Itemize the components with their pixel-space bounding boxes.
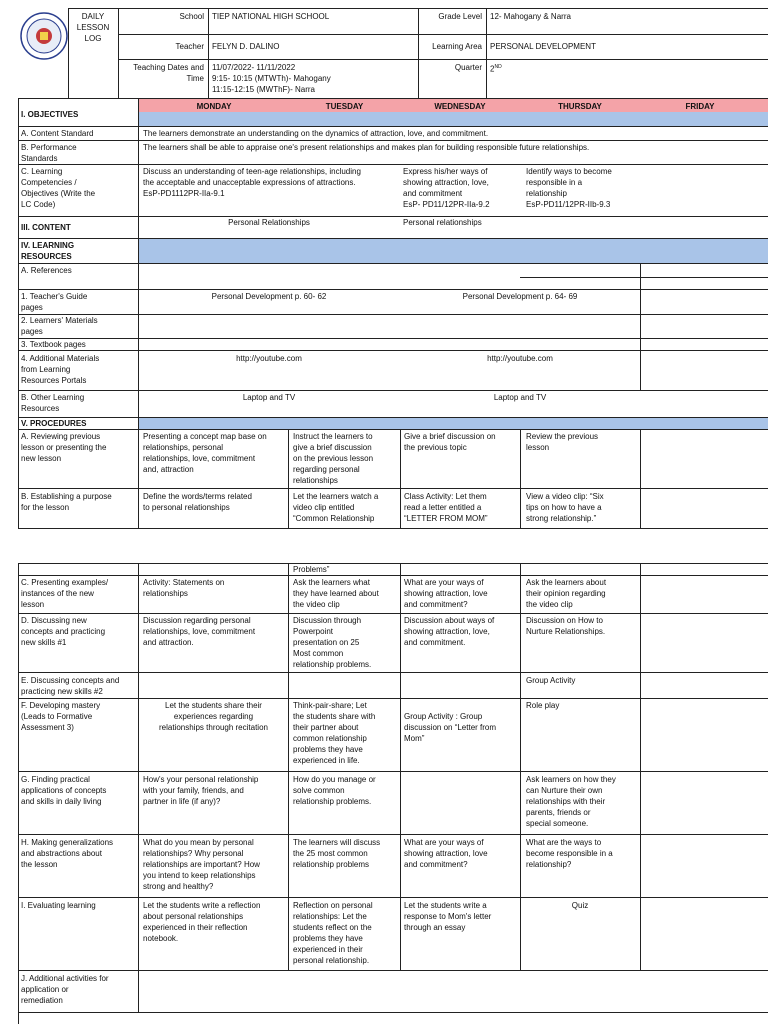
- proc-e-thu: Group Activity: [526, 676, 576, 685]
- day-header-wednesday: WEDNESDAY: [434, 102, 486, 111]
- teachers-guide-wed-thu: Personal Development p. 64- 69: [462, 292, 578, 301]
- proc-c-mon: Activity: Statements on relationships: [143, 578, 225, 598]
- grade-level-value: 12- Mahogany & Narra: [490, 12, 571, 21]
- content-mon-tue: Personal Relationships: [228, 218, 310, 227]
- proc-d-tue: Discussion through Powerpoint presentation on 25 Most common relationship problems.: [293, 616, 372, 669]
- competency-mon-tue: Discuss an understanding of teen-age relationships, including the acceptable and unacceptable expressions of attractions. EsP-PD1112PR-IIa-9.1: [143, 167, 361, 198]
- additional-materials-wed-thu: http://youtube.com: [487, 354, 553, 363]
- proc-h-wed: What are your ways of showing attraction, love and commitment?: [404, 838, 488, 869]
- quarter-label: Quarter: [454, 63, 482, 72]
- school-label: School: [179, 12, 204, 21]
- proc-h-tue: The learners will discuss the 25 most common relationship problems: [293, 838, 381, 869]
- other-resources-wed-thu: Laptop and TV: [493, 393, 547, 402]
- proc-f-tue: Think-pair-share; Let the students share with their partner about common relationship problems they have experienced in life.: [293, 701, 376, 765]
- proc-g-mon: How's your personal relationship with your family, friends, and partner in life (if any)?: [143, 775, 259, 806]
- textbook-pages-label: 3. Textbook pages: [21, 340, 86, 349]
- day-header-tuesday: TUESDAY: [325, 102, 364, 111]
- log-title: DAILY LESSON LOG: [76, 12, 110, 43]
- proc-a-tue: Instruct the learners to give a brief discussion on the previous lesson regarding personal relationships: [293, 432, 374, 485]
- proc-j-label: J. Additional activities for application or remediation: [21, 974, 109, 1005]
- proc-b-mon: Define the words/terms related to personal relationships: [143, 492, 252, 512]
- additional-materials-label: 4. Additional Materials from Learning Resources Portals: [21, 354, 100, 385]
- teachers-guide-label: 1. Teacher's Guide pages: [21, 292, 88, 312]
- proc-c-thu: Ask the learners about their opinion regarding the video clip: [526, 578, 607, 609]
- proc-c-wed: What are your ways of showing attraction, love and commitment?: [404, 578, 488, 609]
- proc-c-label: C. Presenting examples/ instances of the new lesson: [21, 578, 109, 609]
- learning-area-label: Learning Area: [432, 42, 482, 51]
- proc-g-label: G. Finding practical applications of concepts and skills in daily living: [21, 775, 107, 806]
- proc-h-mon: What do you mean by personal relationships? Why personal relationships are important? How you intend to keep relationships strong and healthy?: [143, 838, 260, 891]
- deped-seal-logo: [20, 12, 68, 60]
- proc-d-wed: Discussion about ways of showing attraction, love, and commitment.: [404, 616, 495, 647]
- proc-d-thu: Discussion on How to Nurture Relationships.: [526, 616, 606, 636]
- competency-thu: Identify ways to become responsible in a relationship EsP-PD11/12PR-IIb-9.3: [526, 167, 612, 209]
- proc-d-mon: Discussion regarding personal relationships, love, commitment and attraction.: [143, 616, 256, 647]
- quarter-value: 2ND: [490, 64, 502, 74]
- competency-wed: Express his/her ways of showing attraction, love, and commitment EsP- PD11/12PR-IIa-9.2: [403, 167, 490, 209]
- learners-materials-label: 2. Learners' Materials pages: [21, 316, 98, 336]
- day-header-friday: FRIDAY: [685, 102, 715, 111]
- references-label: A. References: [21, 266, 72, 275]
- objectives-label: I. OBJECTIVES: [21, 110, 79, 119]
- content-wed: Personal relationships: [403, 218, 482, 227]
- proc-f-label: F. Developing mastery (Leads to Formative Assessment 3): [21, 701, 101, 732]
- proc-f-wed: Group Activity : Group discussion on “Letter from Mom”: [404, 712, 497, 743]
- proc-d-label: D. Discussing new concepts and practicing new skills #1: [21, 616, 106, 647]
- proc-a-mon: Presenting a concept map base on relationships, personal relationships, love, commitment and, attraction: [143, 432, 267, 474]
- teacher-value: FELYN D. DALINO: [212, 42, 280, 51]
- content-standard-value: The learners demonstrate an understanding on the dynamics of attraction, love, and commitment.: [143, 129, 489, 138]
- proc-e-label: E. Discussing concepts and practicing new skills #2: [21, 676, 120, 696]
- learning-resources-label: IV. LEARNING RESOURCES: [21, 241, 75, 261]
- procedures-label: V. PROCEDURES: [21, 419, 87, 428]
- proc-b-wed: Class Activity: Let them read a letter entitled a “LETTER FROM MOM”: [404, 492, 488, 523]
- learning-area-value: PERSONAL DEVELOPMENT: [490, 42, 596, 51]
- proc-i-tue: Reflection on personal relationships: Let the students reflect on the problems they have experienced in their personal relationship.: [293, 901, 373, 965]
- performance-standards-value: The learners shall be able to appraise one's present relationships and makes plan for building responsible future relationships.: [143, 143, 590, 152]
- proc-b-tue-continued: Problems”: [293, 565, 330, 574]
- proc-b-label: B. Establishing a purpose for the lesson: [21, 492, 112, 512]
- proc-g-thu: Ask learners on how they can Nurture their own relationships with their parents, friends or special someone.: [526, 775, 616, 828]
- proc-h-label: H. Making generalizations and abstractions about the lesson: [21, 838, 114, 869]
- other-resources-label: B. Other Learning Resources: [21, 393, 85, 413]
- teacher-label: Teacher: [175, 42, 204, 51]
- proc-f-thu: Role play: [526, 701, 560, 710]
- proc-c-tue: Ask the learners what they have learned about the video clip: [293, 578, 379, 609]
- proc-b-thu: View a video clip: “Six tips on how to have a strong relationship.”: [526, 492, 604, 523]
- proc-g-tue: How do you manage or solve common relationship problems.: [293, 775, 376, 806]
- proc-i-thu: Quiz: [571, 901, 589, 910]
- proc-i-label: I. Evaluating learning: [21, 901, 96, 910]
- day-header-thursday: THURSDAY: [558, 102, 602, 111]
- grade-level-label: Grade Level: [438, 12, 482, 21]
- dates-label: Teaching Dates and Time: [133, 63, 204, 83]
- proc-i-mon: Let the students write a reflection about personal relationships experienced in their reflection notebook.: [143, 901, 261, 943]
- proc-i-wed: Let the students write a response to Mom's letter through an essay: [404, 901, 492, 932]
- proc-a-thu: Review the previous lesson: [526, 432, 599, 452]
- day-header-monday: MONDAY: [196, 102, 232, 111]
- content-label: III. CONTENT: [21, 223, 71, 232]
- school-value: TIEP NATIONAL HIGH SCHOOL: [212, 12, 330, 21]
- proc-f-mon: Let the students share their experiences regarding relationships through recitation: [159, 701, 268, 732]
- content-standard-label: A. Content Standard: [21, 129, 94, 138]
- proc-a-label: A. Reviewing previous lesson or presenting the new lesson: [21, 432, 107, 463]
- learning-competencies-label: C. Learning Competencies / Objectives (Write the LC Code): [21, 167, 96, 209]
- additional-materials-mon-tue: http://youtube.com: [236, 354, 302, 363]
- teachers-guide-mon-tue: Personal Development p. 60- 62: [211, 292, 327, 301]
- performance-standards-label: B. Performance Standards: [21, 143, 77, 163]
- other-resources-mon-tue: Laptop and TV: [242, 393, 296, 402]
- proc-h-thu: What are the ways to become responsible in a relationship?: [526, 838, 613, 869]
- dates-value: 11/07/2022- 11/11/2022 9:15- 10:15 (MTWTh)- Mahogany 11:15-12:15 (MWThF)- Narra: [212, 63, 331, 94]
- proc-b-tue: Let the learners watch a video clip entitled “Common Relationship: [293, 492, 379, 523]
- proc-a-wed: Give a brief discussion on the previous topic: [404, 432, 496, 452]
